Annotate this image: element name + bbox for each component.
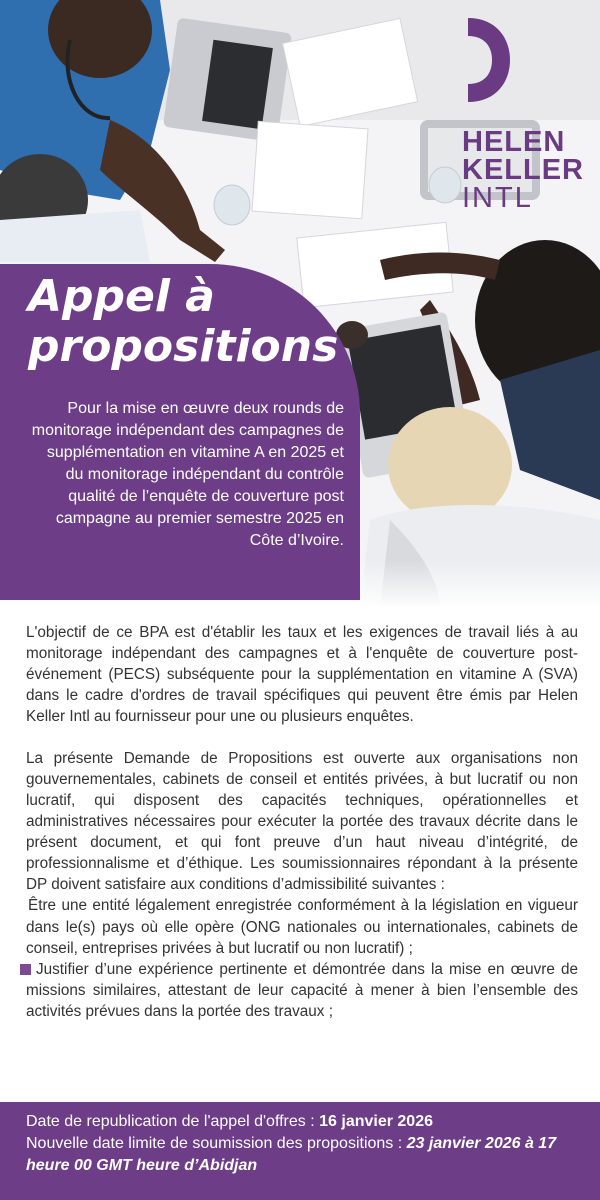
deadline-line [26,1133,574,1177]
title-line-1: Appel à [28,271,215,322]
footer-dates-bar [0,1102,600,1200]
helen-keller-logo [462,14,592,214]
body-paragraph-objective: L'objectif de ce BPA est d'établir les taux et les exigences de travail liés à au monitorage indépendant des campagnes et à l'enquête de couverture post-événement (PECS) subséquente pour la supplémentation en vitamine A (SVA) dans le cadre d'ordres de travail spécifiques qui peuvent être émis par Helen Keller Intl au fournisseur pour une ou plusieurs enquêtes. [26,624,578,725]
headline-panel [0,264,360,600]
purple-square-bullet-icon [20,964,31,975]
eligibility-bullet-1-text: Être une entité légalement enregistrée conformément à la législation en vigueur dans le(s) pays où elle opère (ONG nationales ou internationales, cabinets de conseil, entreprises privées à but lucratif ou non lucratif) ; [26,897,578,957]
republication-label: Date de republication de l'appel d'offres : [26,1113,320,1130]
eligibility-bullet-2-text: Justifier d’une expérience pertinente et démontrée dans la mise en œuvre de missions similaires, attestant de leur capacité à mener à bien l’ensemble des activités prévues dans la portée des travaux ; [26,961,578,1020]
headline-description: Pour la mise en œuvre deux rounds de monitorage indépendant des campagnes de supplémentation en vitamine A en 2025 et du monitorage indépendant du contrôle qualité de l’enquête de couverture post campagne au premier semestre 2025 en Côte d’Ivoire. [31,400,344,549]
deadline-label: Nouvelle date limite de soumission des propositions : [26,1135,407,1152]
logo-word-helen: HELEN [462,126,566,158]
logo-word-intl: INTL [462,182,533,214]
republication-date: 16 janvier 2026 [319,1113,433,1130]
eligibility-bullet-1 [26,895,578,959]
republication-line [26,1111,574,1133]
body-paragraph-eligibility: La présente Demande de Propositions est ouverte aux organisations non gouvernementales, cabinets de conseil et entités privées, à but lucratif ou non lucratif, qui disposent des capacités techniques, opérationnelles et administratives nécessaires pour exécuter la portée des travaux décrite dans le présent document, et qui font preuve d’un haut niveau d’intégrité, de professionnalisme et d’éthique. Les soumissionnaires répondant à la présente DP doivent satisfaire aux conditions d’admissibilité suivantes : [26,750,578,893]
body-content [26,622,578,1022]
deadline-value: 23 janvier 2026 à 17 heure 00 GMT heure d’Abidjan [26,1135,557,1174]
helen-keller-d-mark-icon [462,14,514,106]
eligibility-bullet-2 [26,959,578,1022]
logo-wordmark [462,128,596,212]
title-line-2: propositions [28,321,339,372]
page-title [28,272,358,372]
logo-word-keller: KELLER [462,154,584,186]
